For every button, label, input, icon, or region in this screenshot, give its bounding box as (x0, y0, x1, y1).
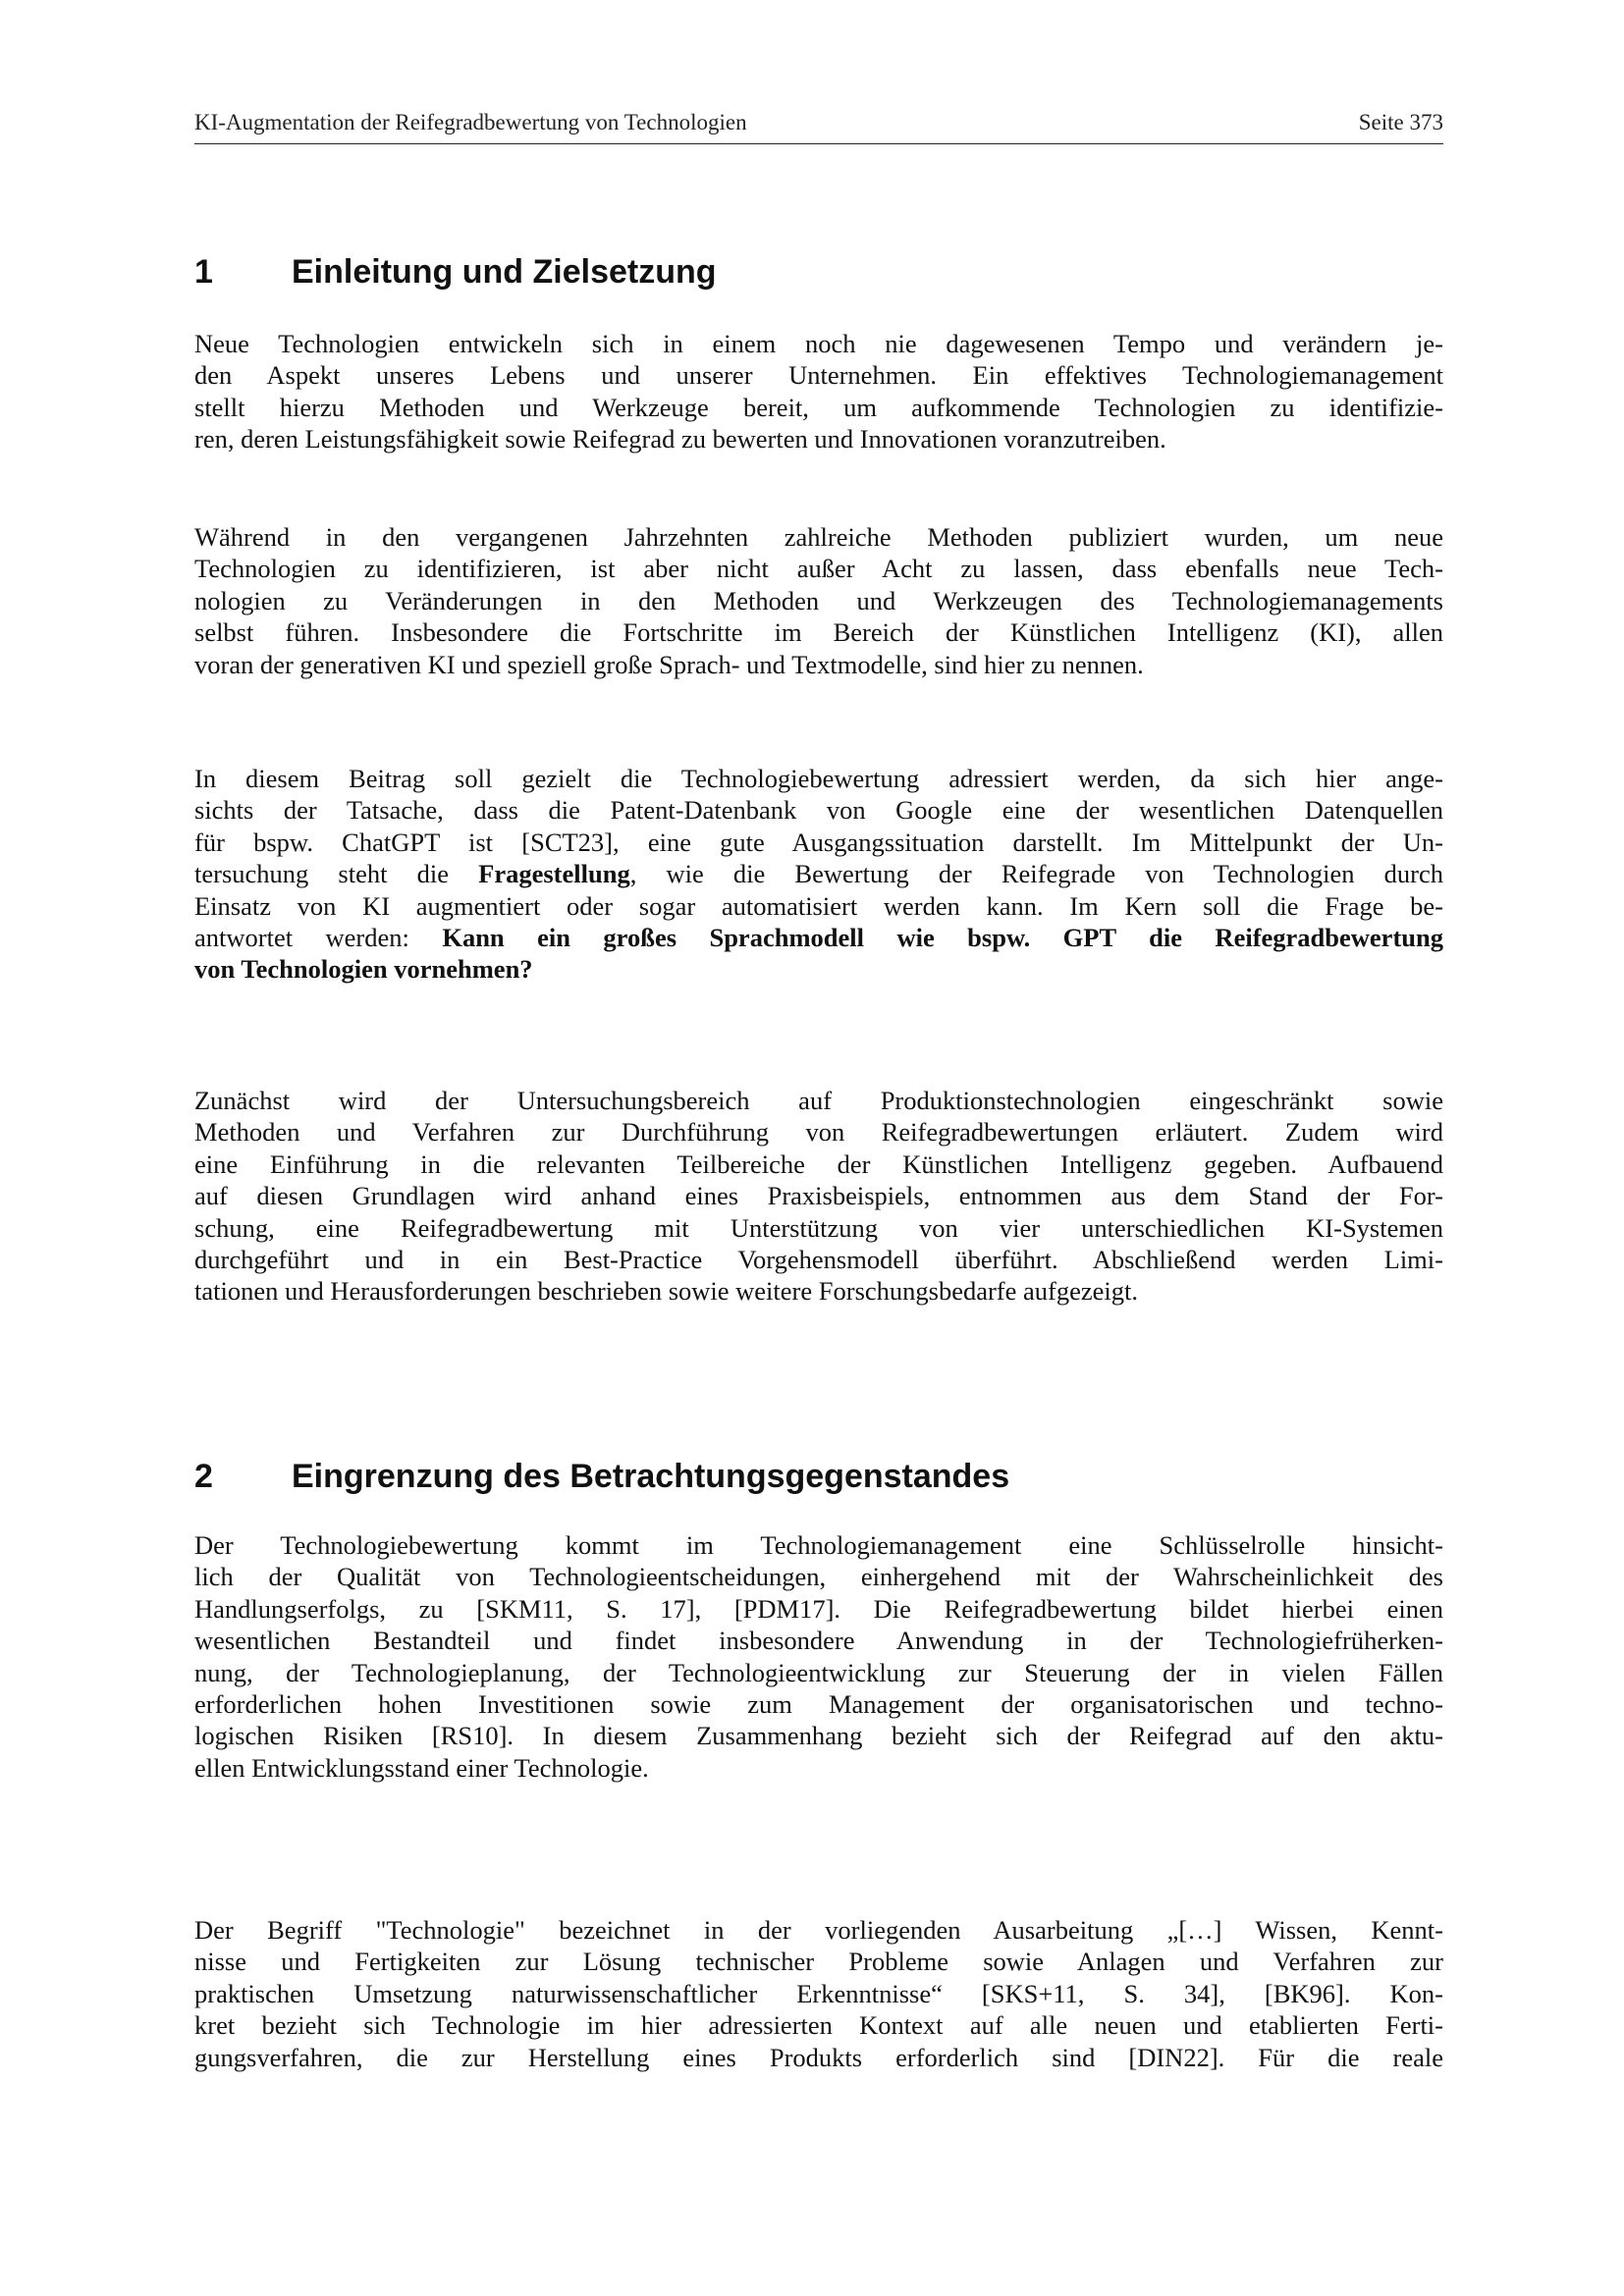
section-heading-2 (194, 1458, 1009, 1496)
text-line: selbst führen. Insbesondere die Fortschritte im Bereich der Künstlichen Intelligenz (KI), allen (194, 617, 1443, 648)
text-run: tersuchung steht die (194, 859, 479, 889)
text-line: auf diesen Grundlagen wird anhand eines Praxisbeispiels, entnommen aus dem Stand der For- (194, 1181, 1443, 1211)
text-line: ellen Entwicklungsstand einer Technologie. (194, 1752, 649, 1783)
running-header-title: KI-Augmentation der Reifegradbewertung von Technologien (194, 110, 747, 134)
section-number: 2 (194, 1458, 213, 1495)
text-line: sichts der Tatsache, dass die Patent-Datenbank von Google eine der wesentlichen Datenquellen (194, 795, 1443, 826)
text-line: praktischen Umsetzung naturwissenschaftlicher Erkenntnisse“ [SKS+11, S. 34], [BK96]. Kon- (194, 1978, 1443, 2008)
text-line: durchgeführt und in ein Best-Practice Vorgehensmodell überführt. Abschließend werden Limi- (194, 1244, 1443, 1274)
paragraph (194, 763, 1443, 986)
section-number: 1 (194, 253, 213, 291)
section-title: Einleitung und Zielsetzung (292, 253, 717, 291)
text-line: nologien zu Veränderungen in den Methoden und Werkzeugen des Technologiemanagements (194, 585, 1443, 615)
text-line: Zunächst wird der Untersuchungsbereich auf Produktionstechnologien eingeschränkt sowie (194, 1086, 1443, 1115)
section-title: Eingrenzung des Betrachtungsgegenstandes (292, 1458, 1010, 1495)
text-line: Einsatz von KI augmentiert oder sogar automatisiert werden kann. Im Kern soll die Frage be- (194, 890, 1443, 921)
text-line: Der Technologiebewertung kommt im Technologiemanagement eine Schlüsselrolle hinsicht- (194, 1530, 1443, 1560)
text-line: den Aspekt unseres Lebens und unserer Unternehmen. Ein effektives Technologiemanagement (194, 360, 1443, 391)
text-line: voran der generativen KI und speziell große Sprach- und Textmodelle, sind hier zu nennen. (194, 649, 1144, 679)
text-line: Handlungserfolgs, zu [SKM11, S. 17], [PDM17]. Die Reifegradbewertung bildet hierbei einen (194, 1593, 1443, 1624)
text-line: Während in den vergangenen Jahrzehnten zahlreiche Methoden publiziert wurden, um neue (194, 522, 1443, 552)
emphasis-fragestellung: Fragestellung (478, 859, 630, 889)
text-line: kret bezieht sich Technologie im hier adressierten Kontext auf alle neuen und etablierten Ferti- (194, 2010, 1443, 2041)
text-line: nisse und Fertigkeiten zur Lösung technischer Probleme sowie Anlagen und Verfahren zur (194, 1947, 1443, 1977)
text-line: Technologien zu identifizieren, ist aber nicht außer Acht zu lassen, dass ebenfalls neue Tech- (194, 554, 1443, 584)
research-question: Kann ein großes Sprachmodell wie bspw. GPT die Reifegradbewertung (442, 922, 1443, 952)
page-number: Seite 373 (1358, 110, 1443, 134)
paragraph (194, 1914, 1443, 2073)
text-line: wesentlichen Bestandteil und findet insbesondere Anwendung in der Technologiefrüherken- (194, 1626, 1443, 1656)
text-line: In diesem Beitrag soll gezielt die Technologiebewertung adressiert werden, da sich hier ange- (194, 764, 1443, 793)
paragraph (194, 1529, 1443, 1784)
text-line: logischen Risiken [RS10]. In diesem Zusammenhang bezieht sich der Reifegrad auf den aktu- (194, 1721, 1443, 1751)
text-line (194, 953, 1443, 985)
text-line: lich der Qualität von Technologieentscheidungen, einhergehend mit der Wahrscheinlichkeit des (194, 1562, 1443, 1592)
text-line: erforderlichen hohen Investitionen sowie zum Management der organisatorischen und techno- (194, 1688, 1443, 1719)
text-line: ren, deren Leistungsfähigkeit sowie Reifegrad zu bewerten und Innovationen voranzutreiben. (194, 424, 1166, 454)
text-line (194, 858, 1443, 889)
text-line: Methoden und Verfahren zur Durchführung von Reifegradbewertungen erläutert. Zudem wird (194, 1117, 1443, 1148)
text-line: gungsverfahren, die zur Herstellung eines Produkts erforderlich sind [DIN22]. Für die reale (194, 2042, 1443, 2072)
text-line: Neue Technologien entwickeln sich in einem noch nie dagewesenen Tempo und verändern je- (194, 329, 1443, 358)
research-question-cont: von Technologien vornehmen? (194, 954, 533, 985)
text-line: eine Einführung in die relevanten Teilbereiche der Künstlichen Intelligenz gegeben. Aufbauend (194, 1148, 1443, 1179)
text-line: schung, eine Reifegradbewertung mit Unterstützung von vier unterschiedlichen KI-Systemen (194, 1212, 1443, 1243)
paragraph (194, 1085, 1443, 1308)
paragraph (194, 328, 1443, 455)
text-line: stellt hierzu Methoden und Werkzeuge bereit, um aufkommende Technologien zu identifizie- (194, 392, 1443, 422)
text-run: antwortet werden: (194, 922, 443, 952)
text-line (194, 922, 1443, 953)
text-line: nung, der Technologieplanung, der Technologieentwicklung zur Steuerung der in vielen Fällen (194, 1657, 1443, 1687)
paragraph (194, 521, 1443, 680)
text-line: Der Begriff "Technologie" bezeichnet in der vorliegenden Ausarbeitung „[…] Wissen, Kennt- (194, 1915, 1443, 1945)
text-line: für bspw. ChatGPT ist [SCT23], eine gute Ausgangssituation darstellt. Im Mittelpunkt der Un- (194, 827, 1443, 857)
section-heading-1 (194, 253, 717, 292)
text-run: , wie die Bewertung der Reifegrade von Technologien durch (629, 859, 1443, 889)
running-header (194, 108, 1443, 144)
text-line: tationen und Herausforderungen beschrieben sowie weitere Forschungsbedarfe aufgezeigt. (194, 1276, 1138, 1307)
